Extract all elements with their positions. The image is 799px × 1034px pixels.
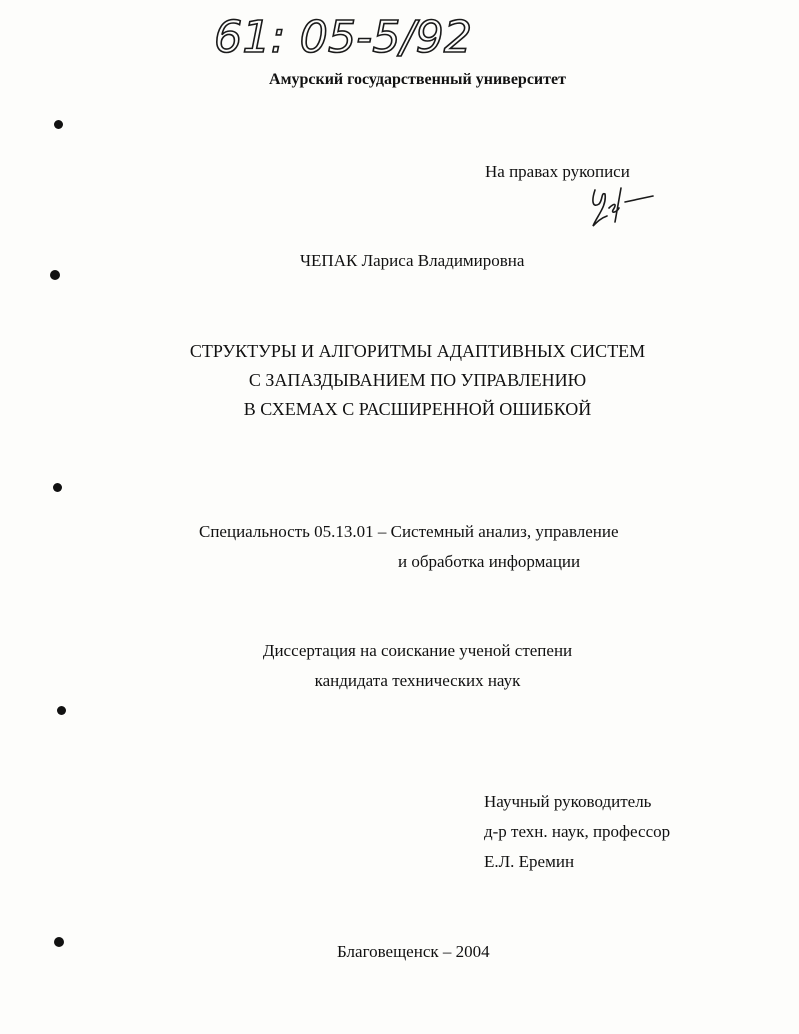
stamp-text: 61: 05-5/92 <box>214 12 472 63</box>
dissertation-line-1: Диссертация на соискание ученой степени <box>262 641 573 660</box>
thesis-title-line-2: С ЗАПАЗДЫВАНИЕМ ПО УПРАВЛЕНИЮ <box>248 370 587 390</box>
author-name: ЧЕПАК Лариса Владимировна <box>300 251 525 270</box>
thesis-title-line-1: СТРУКТУРЫ И АЛГОРИТМЫ АДАПТИВНЫХ СИСТЕМ <box>189 341 646 361</box>
specialty-line-2: и обработка информации <box>398 552 581 571</box>
supervisor-role: Научный руководитель <box>484 792 652 811</box>
punch-hole-icon <box>54 120 63 129</box>
handwritten-archive-number <box>212 6 482 68</box>
city-year: Благовещенск – 2004 <box>337 942 490 961</box>
signature-icon <box>585 182 657 232</box>
manuscript-note: На правах рукописи <box>485 162 630 181</box>
university-name: Амурский государственный университет <box>269 71 566 88</box>
specialty-line-1: Специальность 05.13.01 – Системный анализ, управление <box>199 522 619 541</box>
punch-hole-icon <box>54 937 64 947</box>
supervisor-name: Е.Л. Еремин <box>484 852 575 871</box>
punch-hole-icon <box>53 483 62 492</box>
thesis-title-line-3: В СХЕМАХ С РАСШИРЕННОЙ ОШИБКОЙ <box>243 399 592 419</box>
punch-hole-icon <box>50 270 60 280</box>
dissertation-line-2: кандидата технических наук <box>314 671 521 690</box>
supervisor-degree: д-р техн. наук, профессор <box>484 822 671 841</box>
punch-hole-icon <box>57 706 66 715</box>
